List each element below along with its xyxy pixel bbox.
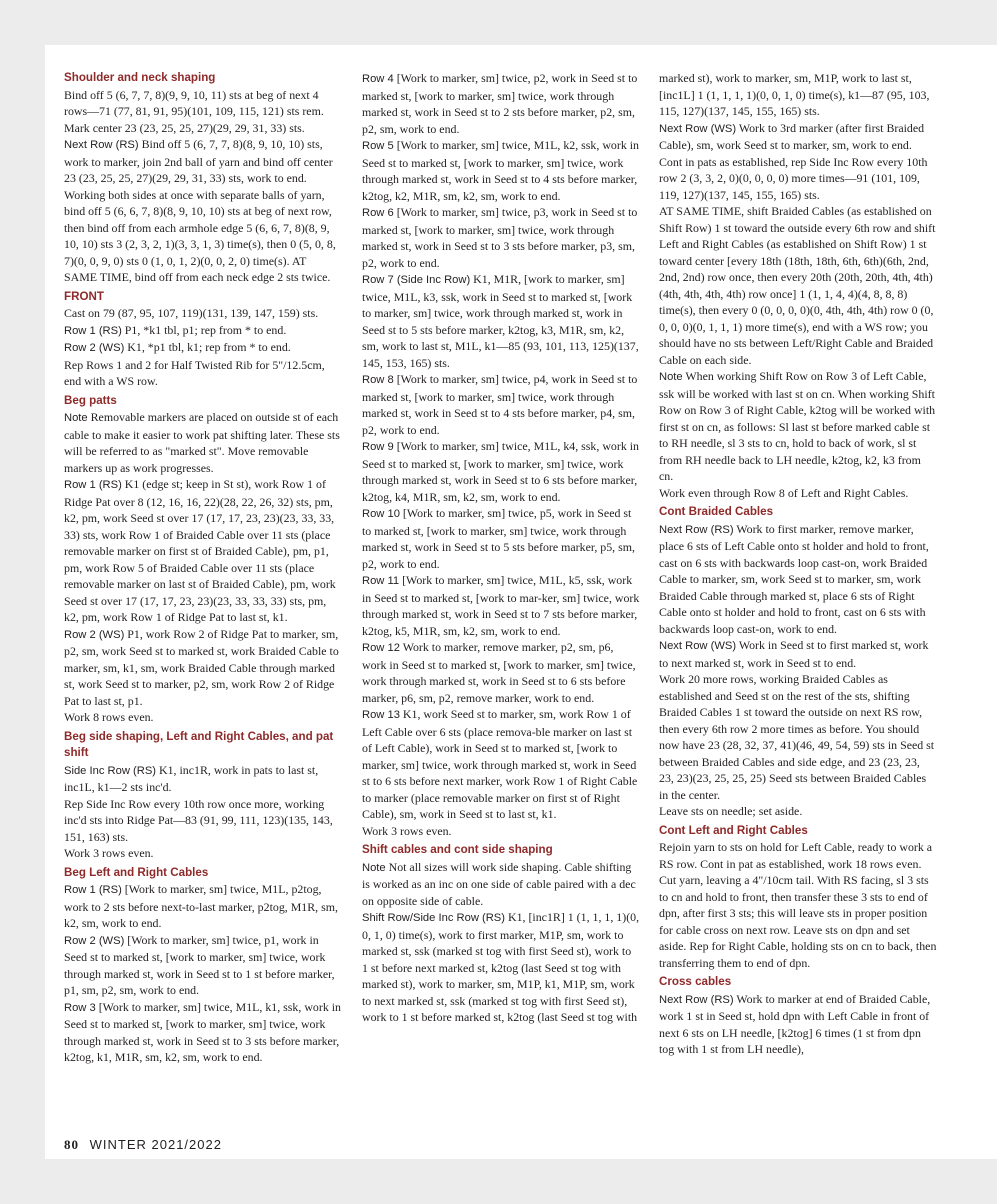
paragraph-text: [Work to marker, sm] twice, M1L, k5, ssk, work in Seed st to marked st, [work to mar-ker, sm] twice, work through marked st, work in Seed st to 7 sts before marker, k2tog, k5, M1R, sm, k2, sm, work to end.: [362, 573, 640, 638]
section-heading: Shoulder and neck shaping: [64, 71, 216, 84]
row-label: Note: [362, 861, 386, 874]
instruction-paragraph: [64, 762, 342, 796]
row-label: Row 13: [362, 709, 400, 721]
instruction-paragraph: [659, 521, 937, 638]
row-label: Row 1 (RS): [64, 884, 122, 896]
paragraph-text: [Work to marker, sm] twice, M1L, k1, ssk, work in Seed st to marked st, [work to marker, sm] twice, work through marked st, work in Seed st to 3 sts before marker, k2tog, k1, M1R, sm, k2, sm, work to end.: [64, 999, 341, 1064]
row-label: Note: [64, 412, 88, 424]
instruction-paragraph: [659, 120, 937, 154]
instruction-paragraph: [362, 505, 640, 572]
instruction-paragraph: [64, 409, 342, 476]
paragraph-text: Work 8 rows even.: [64, 710, 154, 724]
instruction-paragraph: [64, 845, 342, 862]
paragraph-text: P1, *k1 tbl, p1; rep from * to end.: [124, 322, 287, 337]
row-label: Row 12: [362, 642, 400, 654]
paragraph-text: [Work to marker, sm] twice, p3, work in Seed st to marked st, [work to marker, sm] twice, work through marked st, work in Seed st to 3 sts before marker, p3, sm, p2, work to end.: [362, 205, 638, 270]
paragraph-text: P1, work Row 2 of Ridge Pat to marker, sm, p2, sm, work Seed st to marked st, work Braided Cable to marker, sm, k1, sm, work Braided Cable through marked st, work Seed st to marker, p2, sm, work Row 2 of Ridge Pat to last st, p1.: [64, 626, 339, 708]
instruction-paragraph: [362, 572, 640, 639]
instruction-paragraph: [362, 371, 640, 438]
paragraph-text: K1 (edge st; keep in St st), work Row 1 of Ridge Pat over 8 (12, 16, 16, 22)(28, 22, 26, 32) sts, pm, k2, pm, work Seed st over 17 (17, 17, 23, 23)(23, 33, 33, 33) sts, work Row 1 of Braided Cable over 11 sts (place removable marker on first st of Braided Cable), pm, p1, pm, work Row 5 of Braided Cable over 11 sts (place removable marker on last st of Braided Cable), pm, work Seed st over 17 (17, 17, 23, 23)(23, 33, 33, 33) sts, pm, k2, pm, work Row 1 of Ridge Pat to last st, k1.: [64, 477, 336, 624]
instruction-paragraph: [659, 368, 937, 485]
instruction-paragraph: [659, 991, 937, 1058]
paragraph-text: When working Shift Row on Row 3 of Left Cable, ssk will be worked with last st on cn. When working Shift Row on Row 3 of Right Cable, k2tog will be worked with first st on cn, as follows: Sl last st before marked cable st to RH needle, sl 3 sts to cn, hold to back of work, sl st from RH needle back to LH needle, k2tog, k2, k3 from cn.: [659, 369, 936, 483]
instruction-paragraph: [659, 671, 937, 803]
instruction-paragraph: [64, 932, 342, 999]
paragraph-text: Bind off 5 (6, 7, 7, 8)(8, 9, 10, 10) sts, work to marker, join 2nd ball of yarn and bind off center 23 (23, 25, 25, 27)(29, 29, 31, 33) sts, work to end. Working both sides at once with separate balls of yarn, bind off 5 (6, 6, 7, 8)(8, 9, 10, 10) sts at beg of next row, then bind off from each armhole edge 5 (6, 6, 7, 8)(8, 9, 10, 10) sts 3 (2, 3, 2, 1)(3, 3, 1, 3) time(s), then 0 (5, 0, 8, 7)(0, 0, 9, 0) sts 0 (1, 0, 1, 2)(0, 0, 2, 0) time(s). AT SAME TIME, bind off from each neck edge 2 sts twice.: [64, 137, 336, 284]
paragraph-text: [Work to marker, sm] twice, M1L, k2, ssk, work in Seed st to marked st, [work to marker, sm] twice, work through marked st, work in Seed st to 4 sts before marker, k2tog, k2, M1R, sm, k2, sm, work to end.: [362, 138, 639, 203]
paragraph-text: marked st), work to marker, sm, M1P, work to last st, [inc1L] 1 (1, 1, 1, 1)(0, 0, 1, 0) time(s), k1—87 (95, 103, 115, 127)(137, 145, 155, 165) sts.: [659, 71, 930, 118]
paragraph-text: Leave sts on needle; set aside.: [659, 804, 803, 818]
instruction-paragraph: [659, 803, 937, 820]
paragraph-text: Work to 3rd marker (after first Braided Cable), sm, work Seed st to marker, sm, work to end.: [659, 120, 925, 152]
instruction-paragraph: [64, 476, 342, 626]
row-label: Row 8: [362, 374, 394, 386]
instruction-paragraph: [659, 70, 937, 120]
paragraph-text: Work even through Row 8 of Left and Right Cables.: [659, 485, 909, 500]
text-column-1: [64, 70, 342, 1066]
row-label: Side Inc Row (RS): [64, 764, 157, 777]
section-heading: FRONT: [64, 289, 104, 303]
row-label: Row 10: [362, 508, 400, 520]
instruction-paragraph: [362, 137, 640, 204]
paragraph-text: Work in Seed st to first marked st, work to next marked st, work in Seed st to end.: [659, 638, 929, 670]
paragraph-text: Work to marker, remove marker, p2, sm, p6, work in Seed st to marked st, [work to marker, sm] twice, work through marked st, work in Seed st to 6 sts before marker, p6, sm, p2, remove marker, work to end.: [362, 640, 636, 705]
paragraph-text: [Work to marker, sm] twice, M1L, k4, ssk, work in Seed st to marked st, [work to marker, sm] twice, work through marked st, work in Seed st to 6 sts before marker, k2tog, k4, M1R, sm, k2, sm, work to end.: [362, 439, 639, 504]
row-label: Row 6: [362, 207, 394, 219]
row-label: Next Row (WS): [659, 640, 737, 652]
instruction-paragraph: [362, 706, 640, 823]
instruction-paragraph: [362, 438, 640, 505]
instruction-paragraph: [64, 796, 342, 846]
paragraph-text: Work to first marker, remove marker, place 6 sts of Left Cable onto st holder and hold to front, cast on 6 sts with backwards loop cast-on, work Braided Cable to marker, sm, work Seed st to marker, sm, work Braided Cable through marked st, place 6 sts of Right Cable onto st holder and hold to front, cast on 6 sts with backwards loop cast-on, work to end.: [659, 521, 929, 636]
paragraph-text: K1, M1R, [work to marker, sm] twice, M1L, k3, ssk, work in Seed st to marked st, [work to marker, sm] twice, work through marked st, work in Seed st to 5 sts before marker, k2tog, k3, M1R, sm, k2, sm, work to last st, M1L, k1—85 (93, 101, 113, 125)(137, 145, 153, 165) sts.: [362, 272, 639, 370]
issue-label: WINTER 2021/2022: [89, 1137, 222, 1152]
instruction-paragraph: [64, 626, 342, 710]
row-label: Next Row (RS): [64, 139, 139, 151]
instruction-paragraph: [64, 357, 342, 390]
instruction-paragraph: [362, 859, 640, 910]
paragraph-text: Cont in pats as established, rep Side Inc Row every 10th row 2 (3, 3, 2, 0)(0, 0, 0, 0) more times—91 (101, 109, 119, 127)(137, 145, 155, 165) sts.: [659, 154, 928, 202]
page-footer: [64, 1137, 222, 1153]
paragraph-text: Work 3 rows even.: [64, 846, 154, 860]
instruction-paragraph: [362, 204, 640, 271]
row-label: Row 11: [362, 575, 400, 587]
instruction-paragraph: [659, 485, 937, 502]
instruction-paragraph: [659, 154, 937, 204]
instruction-paragraph: [659, 203, 937, 368]
paragraph-text: [Work to marker, sm] twice, M1L, p2tog, work to 2 sts before next-to-last marker, p2tog, M1R, sm, k2, sm, work to end.: [64, 882, 338, 930]
instruction-paragraph: [362, 909, 640, 1026]
paragraph-text: K1, inc1R, work in pats to last st, inc1L, k1—2 sts inc'd.: [64, 762, 319, 794]
paragraph-text: [Work to marker, sm] twice, p5, work in Seed st to marked st, [work to marker, sm] twice, work through marked st, work in Seed st to 5 sts before marker, p5, sm, p2, work to end.: [362, 506, 635, 571]
page-number: 80: [64, 1137, 79, 1152]
instruction-paragraph: [362, 823, 640, 840]
section-heading: Beg Left and Right Cables: [64, 865, 209, 879]
row-label: Shift Row/Side Inc Row (RS): [362, 912, 505, 924]
paragraph-text: [Work to marker, sm] twice, p1, work in Seed st to marked st, [work to marker, sm] twice, work through marked st, work in Seed st to 1 st before marker, p1, sm, p2, sm, work to end.: [64, 932, 335, 997]
instruction-paragraph: [64, 87, 342, 137]
section-heading: Cross cables: [659, 975, 732, 988]
instruction-paragraph: [362, 70, 640, 137]
text-column-3: [659, 70, 937, 1058]
paragraph-text: K1, *p1 tbl, k1; rep from * to end.: [127, 340, 291, 354]
paragraph-text: [Work to marker, sm] twice, p2, work in Seed st to marked st, [work to marker, sm] twice, work through marked st, work in Seed st to 2 sts before marker, p2, sm, p2, sm, work to end.: [362, 71, 638, 136]
magazine-page: [45, 45, 997, 1159]
instruction-paragraph: [64, 339, 342, 357]
instruction-paragraph: [64, 305, 342, 322]
row-label: Note: [659, 371, 683, 383]
section-heading: Beg patts: [64, 393, 117, 407]
paragraph-text: Rep Side Inc Row every 10th row once more, working inc'd sts into Ridge Pat—83 (91, 99, 111, 123)(135, 143, 151, 163) sts.: [64, 796, 333, 844]
row-label: Row 5: [362, 140, 394, 152]
row-label: Row 7 (Side Inc Row): [362, 274, 471, 286]
section-heading: Shift cables and cont side shaping: [362, 843, 553, 856]
paragraph-text: Rep Rows 1 and 2 for Half Twisted Rib for 5"/12.5cm, end with a WS row.: [64, 357, 325, 388]
instruction-paragraph: [659, 839, 937, 971]
paragraph-text: Bind off 5 (6, 7, 7, 8)(9, 9, 10, 11) sts at beg of next 4 rows—71 (77, 81, 91, 95)(101, 109, 115, 121) sts rem. Mark center 23 (23, 25, 25, 27)(29, 29, 31, 33) sts.: [64, 87, 324, 135]
paragraph-text: AT SAME TIME, shift Braided Cables (as established on Shift Row) 1 st toward the outside every 6th row and shift Left and Right Cables (as established on Shift Row) 1 st toward center [every 18th (18th, 18th, 6th, 6th)(6th, 2nd, 2nd, 2nd) row once, then every 20th (20th, 20th, 4th, 4th)(4th, 4th, 4th, 4th) row once] 1 (1, 1, 4, 4)(4, 8, 8, 8) time(s), then every 0 (0, 0, 0, 0)(0, 4th, 4th, 4th) row 0 (0, 0, 0, 0)(0, 1, 1, 1) more time(s), end with a WS row; you should have no sts between Left/Right Cable and Braided Cable on each side.: [659, 204, 936, 367]
row-label: Row 1 (RS): [64, 324, 122, 337]
instruction-paragraph: [362, 271, 640, 371]
row-label: Next Row (RS): [659, 523, 734, 536]
row-label: Row 2 (WS): [64, 342, 125, 354]
section-heading: Cont Left and Right Cables: [659, 823, 808, 837]
instruction-paragraph: [64, 322, 342, 340]
row-label: Next Row (WS): [659, 122, 737, 135]
text-column-2: [362, 70, 640, 1026]
row-label: Row 9: [362, 441, 394, 453]
paragraph-text: Work 3 rows even.: [362, 823, 452, 838]
paragraph-text: Not all sizes will work side shaping. Cable shifting is worked as an inc on one side of cable paired with a dec on opposite side of cable.: [362, 859, 636, 908]
instruction-paragraph: [362, 639, 640, 706]
paragraph-text: Cast on 79 (87, 95, 107, 119)(131, 139, 147, 159) sts.: [64, 306, 319, 320]
paragraph-text: Rejoin yarn to sts on hold for Left Cable, ready to work a RS row. Cont in pat as established, work 18 rows even. Cut yarn, leaving a 4"/10cm tail. With RS facing, sl 3 sts to cn and hold to front, then transfer these 3 sts to end of dpn, after first 3 sts; this will leave sts in proper position for cable cross on next row. Leave sts on dpn and set aside. Rep for Right Cable, holding sts on cn to back, then transferring them to end of dpn.: [659, 840, 937, 970]
row-label: Row 3: [64, 1001, 96, 1014]
section-heading: Cont Braided Cables: [659, 505, 774, 518]
paragraph-text: Work 20 more rows, working Braided Cables as established and Seed st on the rest of the sts, shifting Braided Cables 1 st toward the outside on next RS row, then every 6th row 2 more times as before. You should now have 23 (28, 32, 37, 41)(46, 49, 54, 59) sts in Seed st between Braided Cables and side edge, and 23 (23, 23, 23, 23)(23, 25, 25, 25) Seed sts between Braided Cables in the center.: [659, 672, 935, 802]
instruction-paragraph: [64, 709, 342, 726]
instruction-paragraph: [64, 136, 342, 286]
paragraph-text: Removable markers are placed on outside st of each cable to make it easier to work pat shifting later. These sts will be referred to as "marked st". Move removable markers up as work progresses.: [64, 410, 340, 475]
instruction-paragraph: [64, 881, 342, 932]
section-heading: Beg side shaping, Left and Right Cables, and pat shift: [64, 729, 334, 759]
paragraph-text: K1, [inc1R] 1 (1, 1, 1, 1)(0, 0, 1, 0) time(s), work to first marker, M1P, sm, work to marked st, ssk (marked st tog with first Seed st), work to 1 st before next marked st, k2tog (last Seed st tog with marked st), work to marker, sm, M1P, k1, M1P, sm, work to next marked st, ssk (marked st tog with first Seed st), work to 1 st before marked st, k2tog (last Seed st tog with: [362, 910, 640, 1024]
instruction-paragraph: [64, 999, 342, 1066]
paragraph-text: Work to marker at end of Braided Cable, work 1 st in Seed st, hold dpn with Left Cable in front of next 6 sts on LH needle, [k2tog] 6 times (1 st from dpn tog with 1 st from LH needle),: [659, 991, 931, 1056]
paragraph-text: [Work to marker, sm] twice, p4, work in Seed st to marked st, [work to marker, sm] twice, work through marked st, work in Seed st to 4 sts before marker, p4, sm, p2, work to end.: [362, 372, 638, 437]
instruction-paragraph: [659, 637, 937, 671]
row-label: Row 2 (WS): [64, 934, 125, 947]
row-label: Row 1 (RS): [64, 479, 122, 491]
row-label: Row 4: [362, 73, 394, 85]
row-label: Row 2 (WS): [64, 628, 125, 641]
row-label: Next Row (RS): [659, 993, 734, 1006]
paragraph-text: K1, work Seed st to marker, sm, work Row 1 of Left Cable over 6 sts (place remova-ble marker on last st of Left Cable), work in Seed st to marked st, [work to marker, sm] twice, work through marked st, work in Seed st to 6 sts before next marker, work Row 1 of Right Cable to marker (place removable marker on first st of Right Cable), sm, work in Seed st to last st, k1.: [362, 707, 638, 821]
